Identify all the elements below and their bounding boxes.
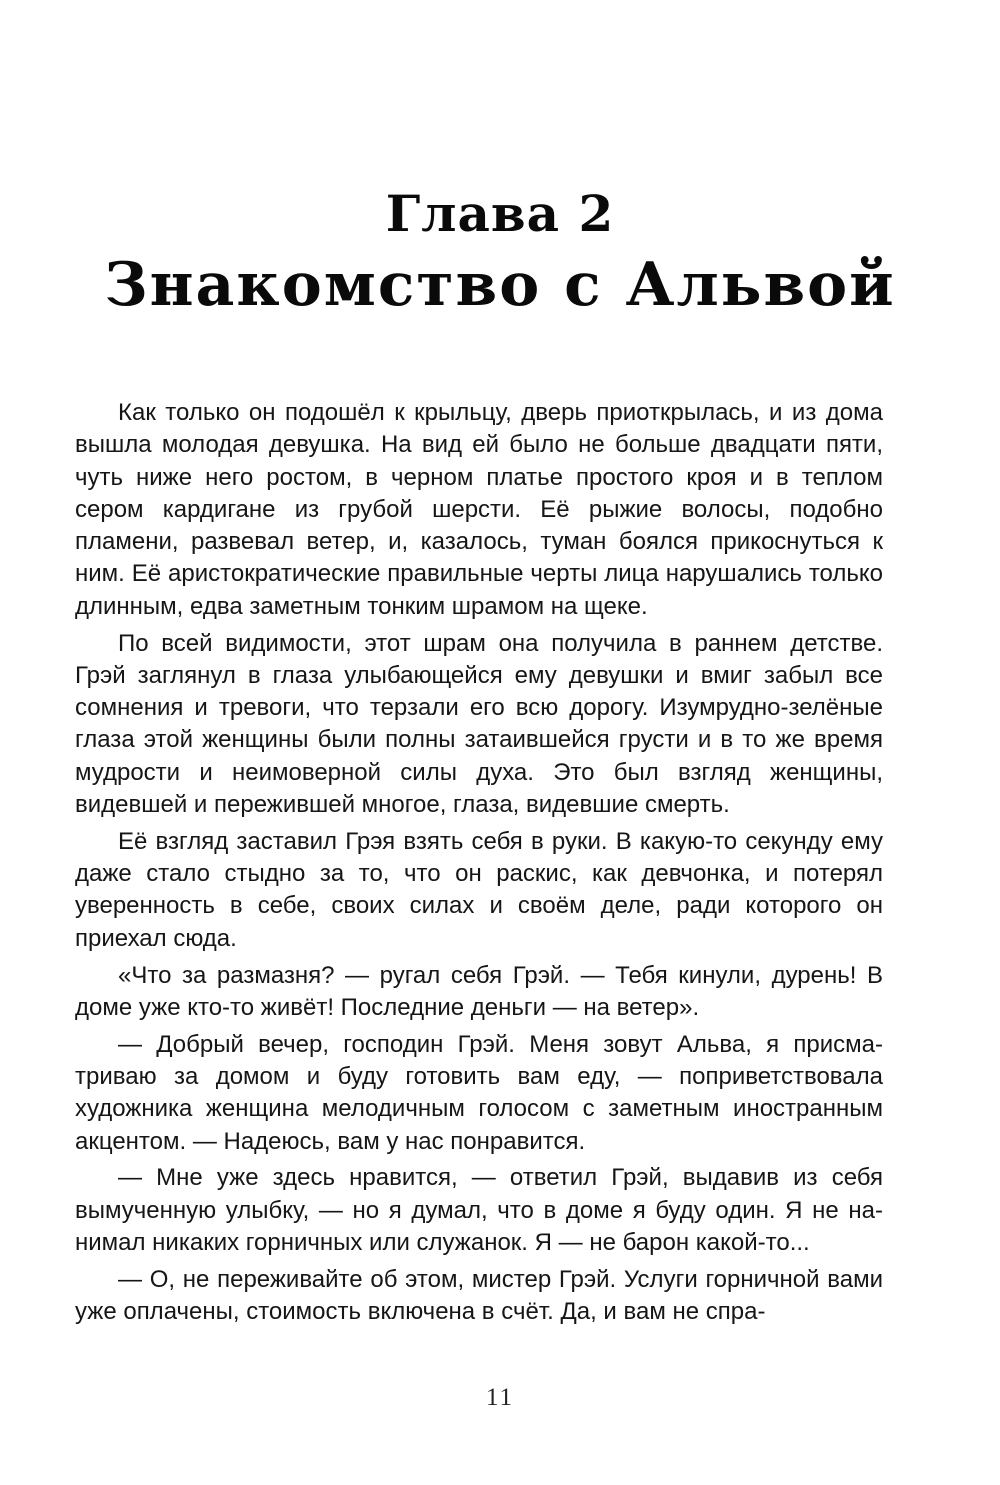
- page-number: 11: [485, 1384, 515, 1411]
- paragraph: — Добрый вечер, господин Грэй. Меня зовут Альва, я присматриваю за домом и буду готовить вам еду, — поприветствовала художника женщина мелодичным голосом с заметным иностранным акцентом. — Надеюсь, вам у нас понравится.: [75, 1030, 883, 1155]
- paragraph: — Мне уже здесь нравится, — ответил Грэй, выдавив из себя вымученную улыбку, — но я думал, что в доме я буду один. Я не нанимал никаких горничных или служанок. Я — не барон какой-то...: [75, 1164, 883, 1256]
- chapter-number: Глава 2: [385, 184, 615, 243]
- chapter-body-text: [75, 397, 883, 1333]
- paragraph: — О, не переживайте об этом, мистер Грэй. Услуги горничной вами уже оплачены, стоимость включена в счёт. Да, и вам не спра-: [75, 1265, 883, 1326]
- paragraph: «Что за размазня? — ругал себя Грэй. — Тебя кинули, дурень! В доме уже кто-то живёт! Последние деньги — на ветер».: [75, 961, 883, 1021]
- chapter-heading: [0, 183, 1000, 325]
- paragraph: По всей видимости, этот шрам она получила в раннем детстве. Грэй заглянул в глаза улыбающейся ему девушки и вмиг забыл все сомнения и тревоги, что терзали его всю дорогу. Изумрудно-зелёные глаза этой женщины были полны затаившейся грусти и в то же время мудрости и неимоверной силы духа. Это был взгляд женщины, видевшей и пережившей многое, глаза, видевшие смерть.: [75, 629, 883, 819]
- chapter-title: Знакомство с Альвой: [104, 250, 896, 320]
- paragraph: Её взгляд заставил Грэя взять себя в руки. В какую-то секунду ему даже стало стыдно за то, что он раскис, как девчонка, и потерял уверенность в себе, своих силах и своём деле, ради которого он приехал сюда.: [75, 827, 883, 952]
- paragraph: Как только он подошёл к крыльцу, дверь приоткрылась, и из дома вышла молодая девушка. На вид ей было не больше двадцати пяти, чуть ниже него ростом, в черном платье простого кроя и в теплом сером кардигане из грубой шерсти. Её рыжие волосы, подобно пламени, развевал ветер, и, казалось, туман боялся прикоснуться к ним. Её аристократические правильные черты лица нарушались только длинным, едва заметным тонким шрамом на щеке.: [75, 399, 883, 620]
